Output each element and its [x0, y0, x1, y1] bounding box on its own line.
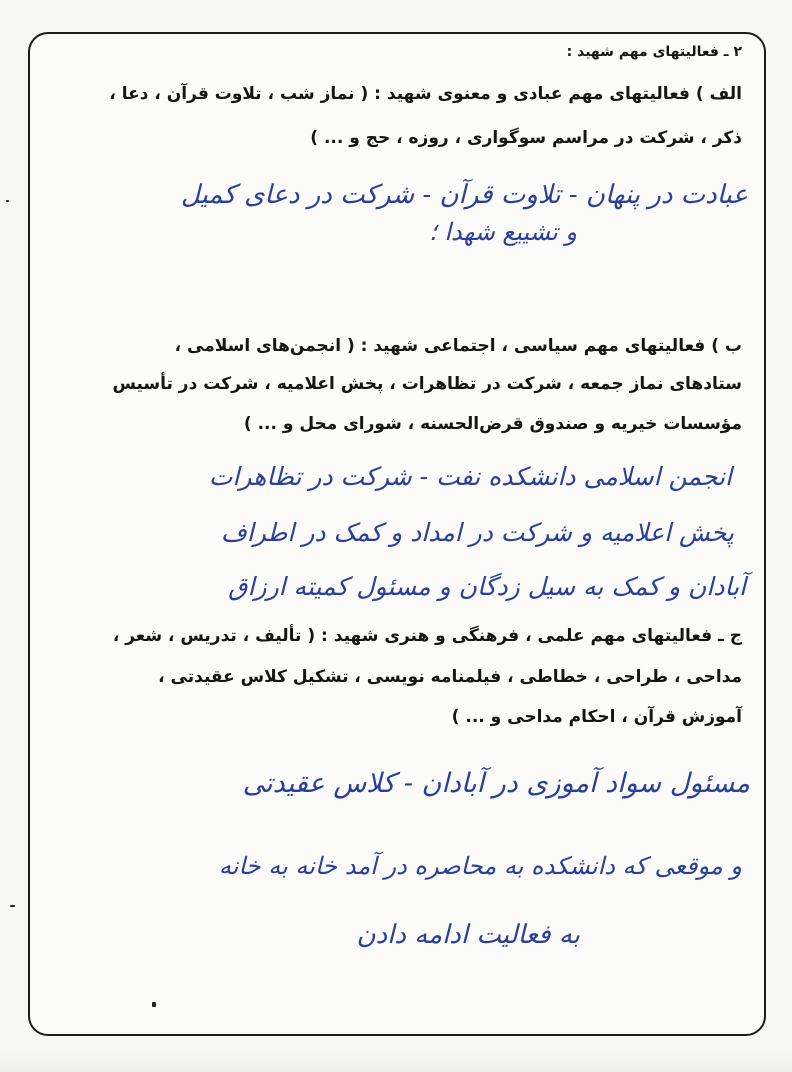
part-c-handwritten-2: و موقعی که دانشکده به محاصره در آمد خانه به خانه — [218, 852, 742, 880]
part-c-line-3: آموزش قرآن ، احکام مداحی و ... ) — [451, 707, 742, 727]
part-b-handwritten-2: پخش اعلامیه و شرکت در امداد و کمک در اطراف — [220, 518, 734, 547]
part-c-line-2: مداحی ، طراحی ، خطاطی ، فیلمنامه نویسی ، تشکیل کلاس عقیدتی ، — [158, 667, 742, 687]
scan-speck — [6, 200, 9, 202]
scan-bottom-shadow — [0, 1052, 792, 1072]
part-a-line-2: ذکر ، شرکت در مراسم سوگواری ، روزه ، حج و ... ) — [310, 128, 742, 148]
scan-speck — [152, 1002, 156, 1007]
part-c-handwritten-1: مسئول سواد آموزی در آبادان - کلاس عقیدتی — [242, 768, 750, 799]
part-b-line-2: ستادهای نماز جمعه ، شرکت در تظاهرات ، پخش اعلامیه ، شرکت در تأسیس — [112, 374, 742, 394]
part-b-handwritten-1: انجمن اسلامی دانشکده نفت - شرکت در تظاهرات — [208, 462, 732, 491]
part-a-line-1: الف ) فعالیتهای مهم عبادی و معنوی شهید : ( نماز شب ، تلاوت قرآن ، دعا ، — [109, 84, 742, 104]
part-b-line-1: ب ) فعالیتهای مهم سیاسی ، اجتماعی شهید : ( انجمن‌های اسلامی ، — [174, 336, 742, 356]
section-heading: ۲ ـ فعالیتهای مهم شهید : — [566, 44, 742, 60]
scan-speck — [10, 905, 15, 907]
part-a-handwritten-1: عبادت در پنهان - تلاوت قرآن - شرکت در دعای کمیل — [180, 180, 748, 210]
part-c-line-1: ج ـ فعالیتهای مهم علمی ، فرهنگی و هنری شهید : ( تألیف ، تدریس ، شعر ، — [112, 626, 742, 646]
part-c-handwritten-3: به فعالیت ادامه دادن — [356, 920, 580, 950]
part-b-line-3: مؤسسات خیریه و صندوق قرض‌الحسنه ، شورای محل و ... ) — [243, 414, 742, 434]
part-a-handwritten-2: و تشییع شهدا ؛ — [429, 218, 577, 246]
part-b-handwritten-3: آبادان و کمک به سیل زدگان و مسئول کمیته ارزاق — [228, 572, 746, 601]
